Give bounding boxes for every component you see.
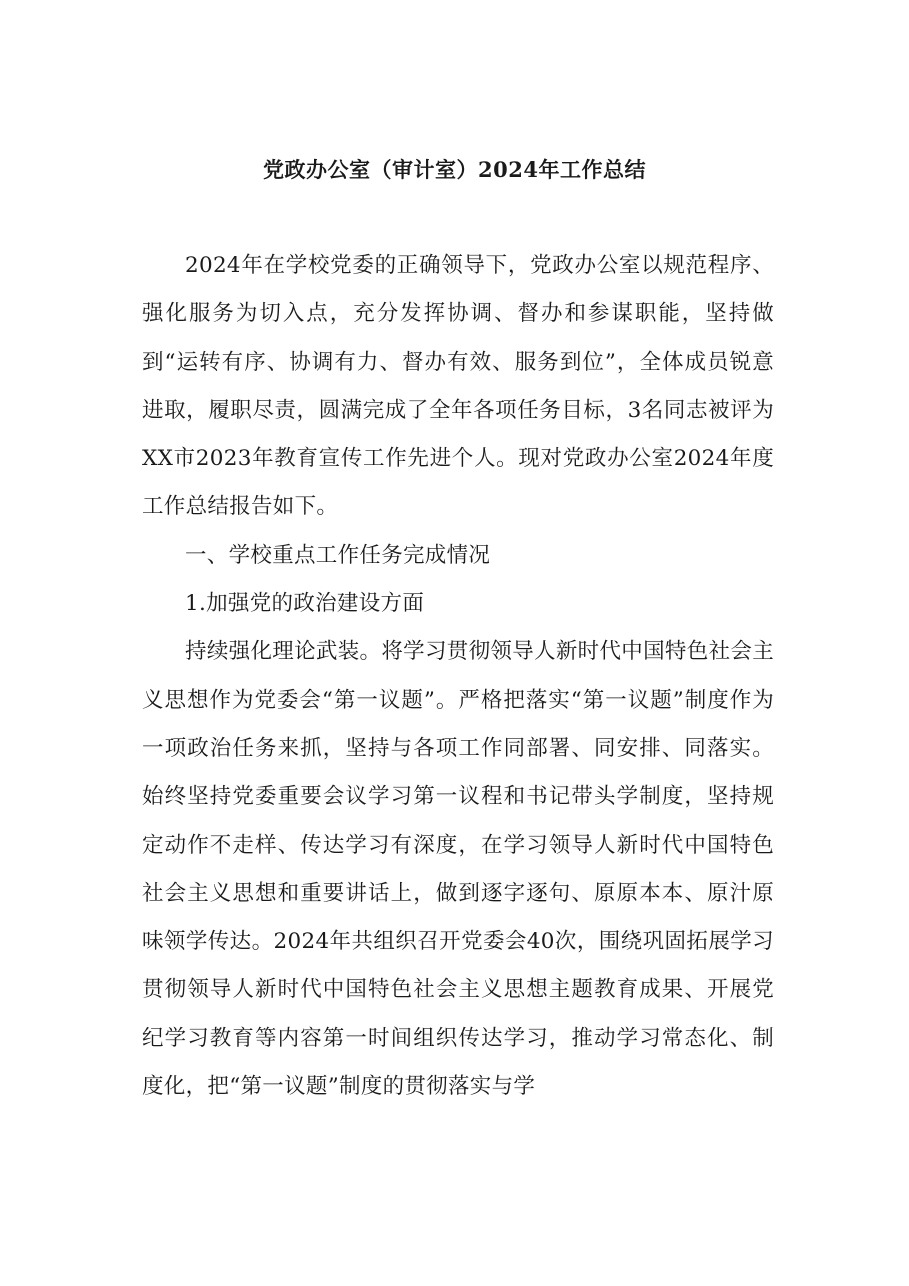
section-heading: 一、学校重点工作任务完成情况	[185, 542, 491, 568]
paragraph-theory: 持续强化理论武装。将学习贯彻领导人新时代中国特色社会主义思想作为党委会“第一议题”。严格把落实“第一议题”制度作为一项政治任务来抓，坚持与各项工作同部署、同安排、同落实。始终坚持党委重要会议学习第一议程和书记带头学制度，坚持规定动作不走样、传达学习有深度，在学习领导人新时代中国特色社会主义思想和重要讲话上，做到逐字逐句、原原本本、原汁原味领学传达。2024年共组织召开党委会40次，围绕巩固拓展学习贯彻领导人新时代中国特色社会主义思想主题教育成果、开展党纪学习教育等内容第一时间组织传达学习，推动学习常态化、制度化，把“第一议题”制度的贯彻落实与学	[142, 639, 774, 1100]
document-title: 党政办公室（审计室）2024年工作总结	[263, 157, 646, 182]
document-body	[142, 242, 774, 1111]
subsection-heading: 1.加强党的政治建设方面	[185, 591, 425, 617]
paragraph-intro: 2024年在学校党委的正确领导下，党政办公室以规范程序、强化服务为切入点，充分发挥协调、督办和参谋职能，坚持做到“运转有序、协调有力、督办有效、服务到位”，全体成员锐意进取，履职尽责，圆满完成了全年各项任务目标，3名同志被评为XX市2023年教育宣传工作先进个人。现对党政办公室2024年度工作总结报告如下。	[142, 253, 774, 520]
